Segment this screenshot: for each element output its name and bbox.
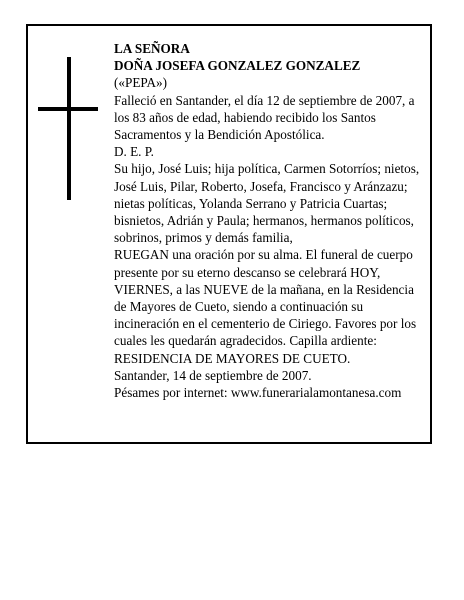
nickname: («PEPA») <box>114 75 168 91</box>
cross-horizontal-bar <box>38 107 98 111</box>
funeral-paragraph: RUEGAN una oración por su alma. El funeral de cuerpo presente por su eterno descanso se celebrará HOY, VIERNES, a las NUEVE de la mañana, en la Residencia de Mayores de Cueto, siendo a continuación su incineración en el cementerio de Ciriego. Favores por los cuales les quedarán agradecidos. Capilla ardiente: RESIDENCIA DE MAYORES DE CUETO. <box>114 247 417 366</box>
family-paragraph: Su hijo, José Luis; hija política, Carmen Sotorríos; nietos, José Luis, Pilar, Roberto, Josefa, Francisco y Aránzazu; nietas políticas, Yolanda Serrano y Patricia Cuartas; bisnietos, Adrián y Paula; hermanos, hermanos políticos, sobrinos, primos y demás familia, <box>114 161 420 246</box>
title-line-1: LA SEÑORA <box>114 41 190 56</box>
notice-text <box>114 40 426 401</box>
condolences-line: Pésames por internet: www.funerarialamontanesa.com <box>114 385 402 401</box>
cross-icon <box>38 57 98 200</box>
place-date: Santander, 14 de septiembre de 2007. <box>114 367 312 383</box>
death-paragraph: Falleció en Santander, el día 12 de septiembre de 2007, a los 83 años de edad, habiendo recibido los Santos Sacramentos y la Bendición Apostólica. <box>114 92 415 143</box>
deceased-name: DOÑA JOSEFA GONZALEZ GONZALEZ <box>114 58 361 74</box>
obituary-notice <box>26 24 432 444</box>
cross-vertical-bar <box>67 57 71 200</box>
dep-line: D. E. P. <box>114 144 154 160</box>
